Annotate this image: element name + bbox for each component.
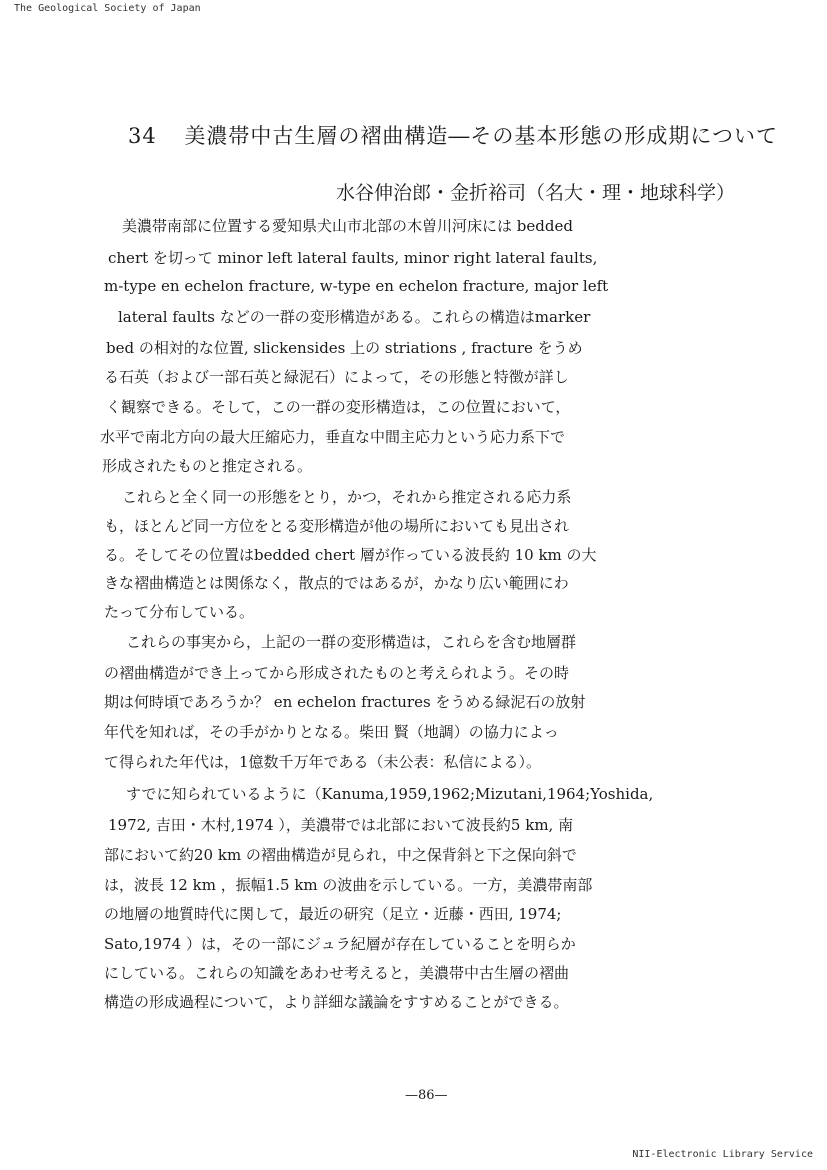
body-line: は，波長 12 km ，振幅1.5 km の波曲を示している。一方，美濃帯南部 — [104, 876, 593, 894]
body-line: る。そしてその位置はbedded chert 層が作っている波長約 10 km の大 — [104, 546, 597, 564]
body-line: 1972, 吉田・木村,1974 ），美濃帯では北部において波長約5 km, 南 — [108, 816, 574, 834]
article-number: 34 — [128, 124, 157, 148]
body-line: bed の相対的な位置, slickensides 上の striations , fracture をうめ — [106, 339, 583, 357]
body-line: の地層の地質時代に関して，最近の研究（足立・近藤・西田, 1974; — [104, 905, 562, 923]
body-line: も，ほとんど同一方位をとる変形構造が他の場所においても見出され — [104, 517, 570, 535]
authors-affiliation: 水谷伸治郎・金折裕司（名大・理・地球科学） — [335, 182, 735, 204]
body-line: 美濃帯南部に位置する愛知県犬山市北部の木曽川河床には bedded — [122, 217, 573, 235]
page-number: —86— — [405, 1088, 448, 1103]
body-line: の褶曲構造ができ上ってから形成されたものと考えられよう。その時 — [104, 664, 570, 682]
body-line: 年代を知れば，その手がかりとなる。柴田 賢（地調）の協力によっ — [104, 723, 559, 741]
body-line: m-type en echelon fracture, w-type en echelon fracture, major left — [104, 277, 609, 295]
body-line: すでに知られているように（Kanuma,1959,1962;Mizutani,1964;Yoshida, — [126, 785, 654, 803]
body-line: Sato,1974 ）は，その一部にジュラ紀層が存在していることを明らか — [104, 935, 576, 953]
body-line: 期は何時頃であろうか？ en echelon fractures をうめる緑泥石の放射 — [104, 693, 586, 711]
body-line: く観察できる。そして，この一群の変形構造は，この位置において， — [106, 398, 571, 416]
body-line: る石英（および一部石英と緑泥石）によって，その形態と特徴が詳し — [104, 368, 569, 386]
article-title — [128, 120, 778, 150]
article-title-text: 美濃帯中古生層の褶曲構造―その基本形態の形成期について — [184, 124, 778, 148]
body-line: たって分布している。 — [104, 603, 255, 621]
body-line: きな褶曲構造とは関係なく，散点的ではあるが，かなり広い範囲にわ — [104, 574, 569, 592]
body-line: 構造の形成過程について，より詳細な議論をすすめることができる。 — [104, 993, 569, 1011]
body-line: lateral faults などの一群の変形構造がある。これらの構造はmarker — [118, 308, 591, 326]
body-line: 部において約20 km の褶曲構造が見られ，中之保背斜と下之保向斜で — [104, 846, 577, 864]
body-line: にしている。これらの知識をあわせ考えると，美濃帯中古生層の褶曲 — [104, 964, 570, 982]
body-line: これらと全く同一の形態をとり，かつ，それから推定される応力系 — [122, 488, 572, 506]
body-line: 水平で南北方向の最大圧縮応力，垂直な中間主応力という応力系下で — [100, 428, 566, 446]
body-line: 形成されたものと推定される。 — [102, 457, 313, 475]
body-line: これらの事実から，上記の一群の変形構造は，これらを含む地層群 — [126, 633, 577, 651]
body-line: chert を切って minor left lateral faults, minor right lateral faults, — [108, 249, 598, 267]
library-service-footer: NII-Electronic Library Service — [632, 1149, 813, 1160]
publisher-header: The Geological Society of Japan — [14, 3, 201, 14]
body-line: て得られた年代は，1億数千万年である（未公表：私信による）。 — [104, 753, 542, 771]
